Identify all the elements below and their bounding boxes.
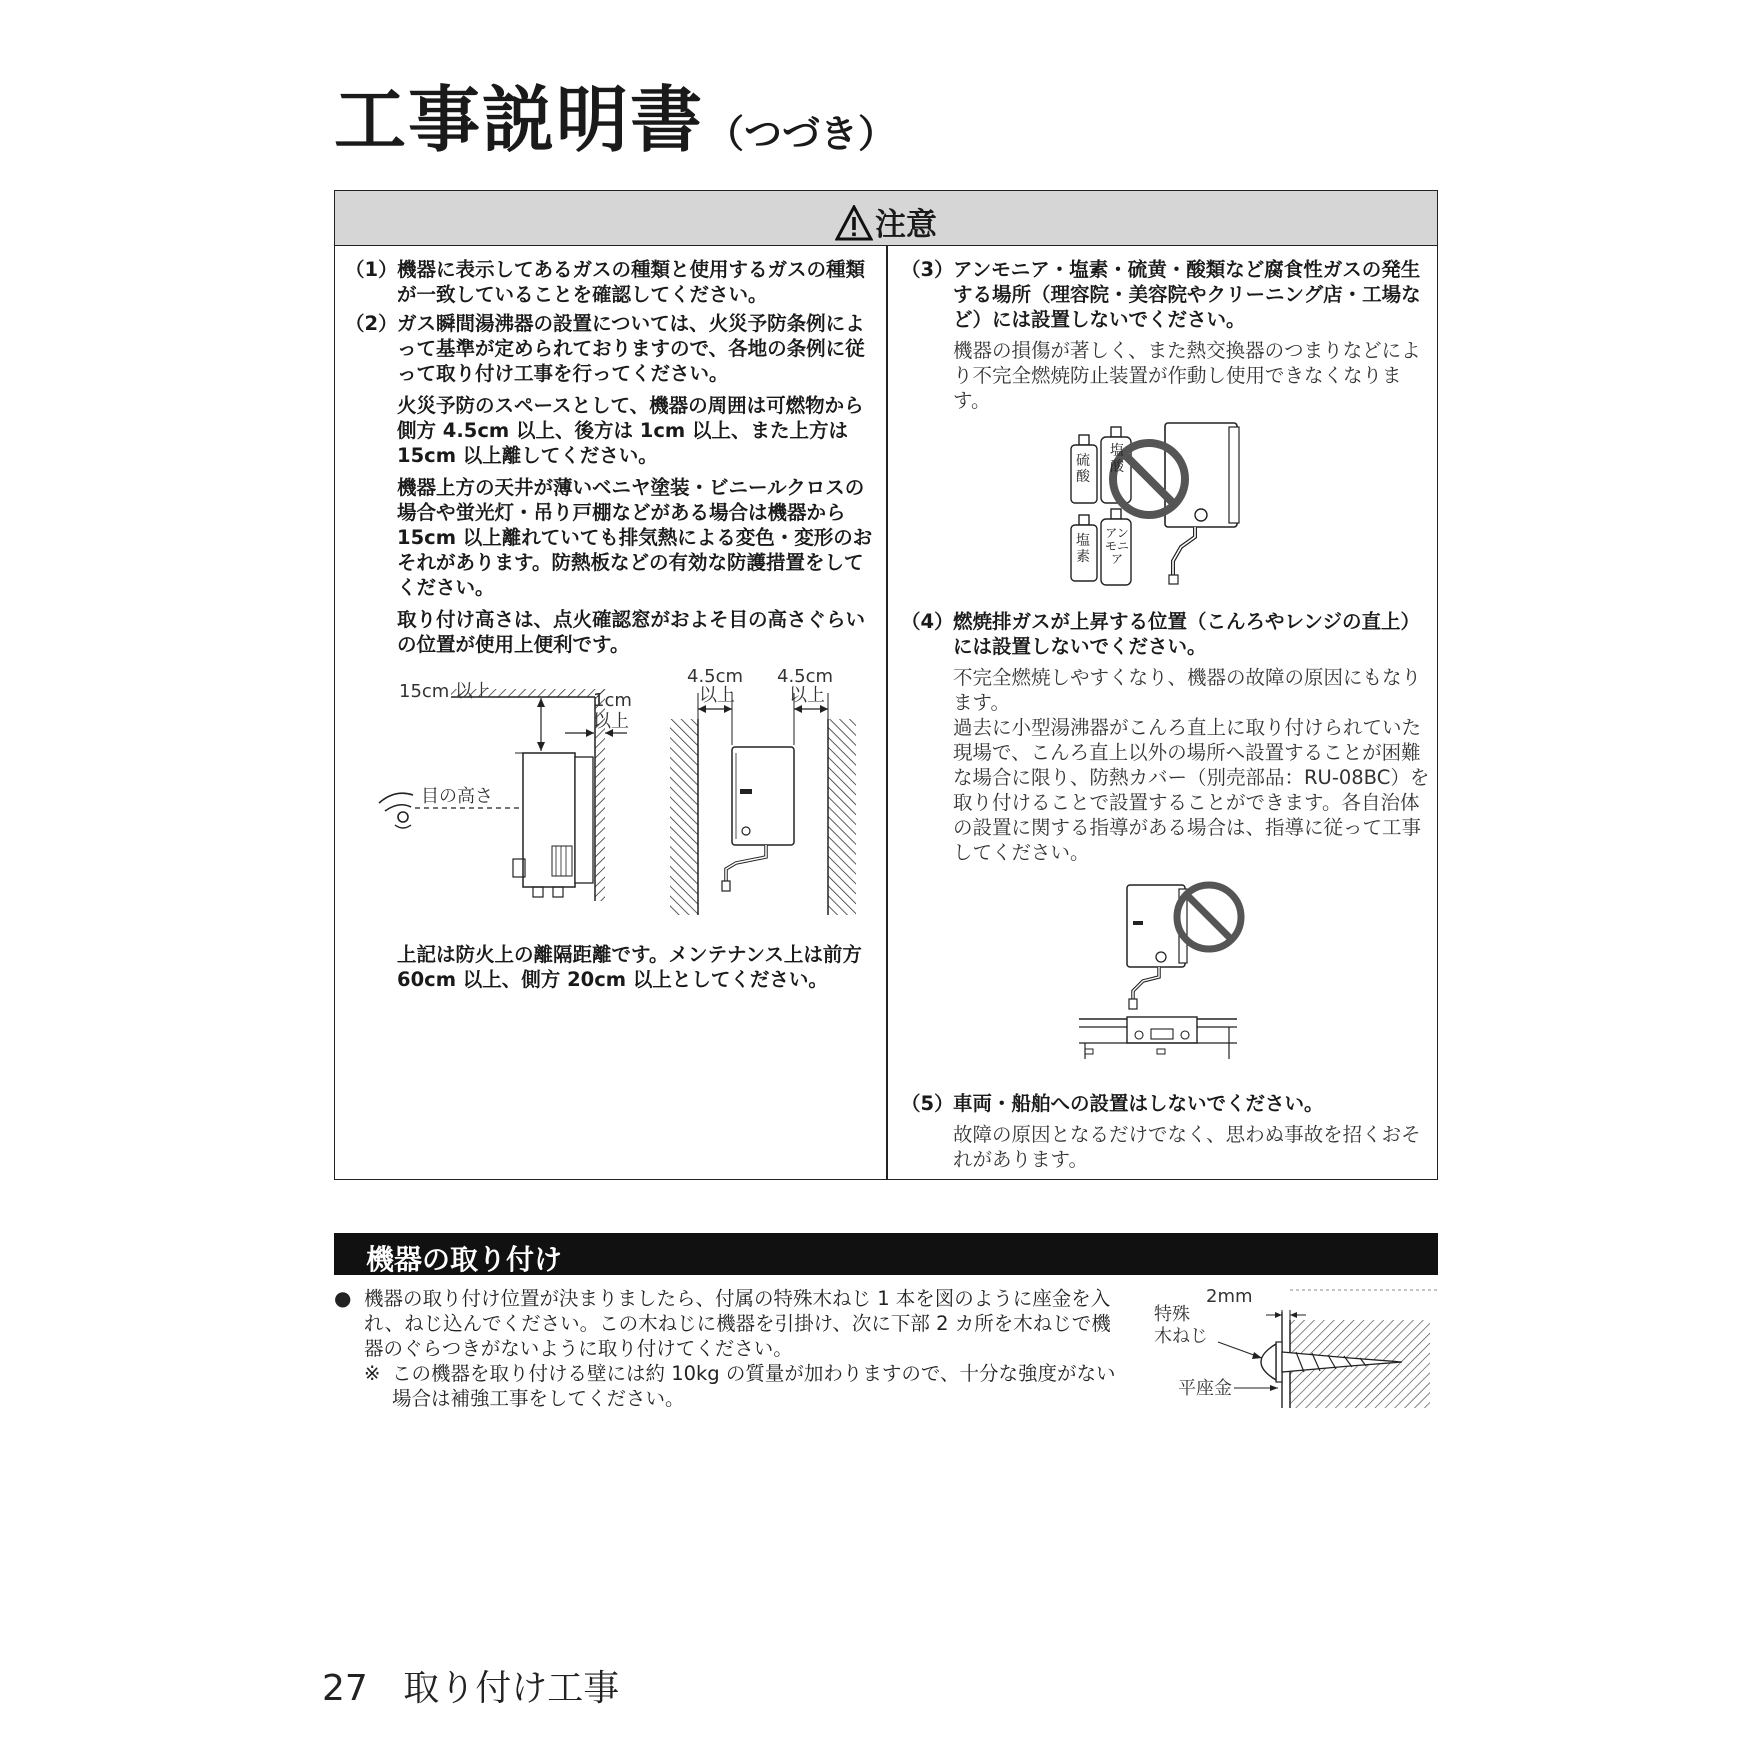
item-heading: アンモニア・塩素・硫黄・酸類など腐食性ガスの発生する場所（理容院・美容院やクリーニング店・工場など）には設置しないでください。 bbox=[953, 258, 1421, 331]
item-number: （5） bbox=[901, 1092, 954, 1115]
item-number: （2） bbox=[345, 312, 398, 335]
page-title: 工事説明書 bbox=[334, 78, 705, 162]
label-1cm-above: 以上 bbox=[593, 711, 629, 732]
label-eye-level: 目の高さ bbox=[421, 786, 493, 807]
item-heading: ガス瞬間湯沸器の設置については、火災予防条例によって基準が定められておりますので、各地の条例に従って取り付け工事を行ってください。 bbox=[397, 312, 865, 385]
footer-section: 取り付け工事 bbox=[403, 1668, 620, 1709]
item-heading: 車両・船舶への設置はしないでください。 bbox=[953, 1092, 1324, 1115]
caution-item-1 bbox=[345, 257, 875, 307]
caution-header bbox=[335, 191, 1437, 246]
mounting-text: 機器の取り付け位置が決まりましたら、付属の特殊木ねじ 1 本を図のように座金を入れ、ねじ込んでください。この木ねじに機器を引掛け、次に下部 2 カ所を木ねじで機器のぐらつきがないように取り付けてください。 bbox=[364, 1287, 1111, 1360]
label-45cm-right: 4.5cm bbox=[777, 666, 834, 687]
item-number: （1） bbox=[345, 258, 398, 281]
caution-title bbox=[335, 199, 1437, 244]
item-paragraph: 火災予防のスペースとして、機器の周囲は可燃物から側方 4.5cm 以上、後方は 1cm 以上、また上方は 15cm 以上離してください。 bbox=[397, 394, 864, 467]
label-45cm-left: 4.5cm bbox=[687, 666, 744, 687]
section-header-mounting bbox=[334, 1233, 1438, 1275]
item-number: （4） bbox=[901, 610, 954, 633]
label-2mm: 2mm bbox=[1206, 1286, 1253, 1307]
caution-box bbox=[334, 190, 1438, 1180]
label-special-screw: 特殊 bbox=[1154, 1304, 1190, 1325]
caution-item-5 bbox=[901, 1091, 1431, 1172]
bottle-label-sulfuric: 硫酸 bbox=[1076, 453, 1090, 485]
caution-item-2 bbox=[345, 311, 875, 657]
corrosive-gas-figure bbox=[1063, 419, 1303, 589]
page-number: 27 bbox=[322, 1668, 368, 1709]
label-1cm: 1cm bbox=[593, 690, 632, 711]
label-15cm: 15cm 以上 bbox=[399, 681, 492, 702]
bottle-label-hydrochloric: 塩酸 bbox=[1110, 443, 1124, 475]
bottle-label-chlorine: 塩素 bbox=[1076, 533, 1090, 565]
label-45cm-left-above: 以上 bbox=[699, 685, 735, 706]
item-paragraph: 機器上方の天井が薄いベニヤ塗装・ビニールクロスの場合や蛍光灯・吊り戸棚などがある場合は機器から 15cm 以上離れていても排気熱による変色・変形のおそれがあります。防熱板などの有効な防護措置をしてください。 bbox=[397, 476, 873, 599]
stove-figure bbox=[1077, 881, 1257, 1059]
page-subtitle: （つづき） bbox=[706, 112, 897, 156]
column-divider bbox=[886, 246, 888, 1179]
label-flat-washer: 平座金 bbox=[1178, 1378, 1232, 1399]
caution-item-4 bbox=[901, 609, 1431, 865]
note-mark: ※ bbox=[364, 1362, 381, 1385]
warning-triangle-icon bbox=[835, 205, 873, 241]
caution-title-text: 注意 bbox=[875, 207, 937, 243]
item-body: 過去に小型湯沸器がこんろ直上に取り付けられていた現場で、こんろ直上以外の場所へ設置することが困難な場合に限り、防熱カバー（別売部品：RU-08BC）を取り付けることで設置することができます。各自治体の設置に関する指導がある場合は、指導に従って工事してください。 bbox=[953, 716, 1430, 864]
item-heading: 機器に表示してあるガスの種類と使用するガスの種類が一致していることを確認してください。 bbox=[397, 258, 866, 306]
item-body: 故障の原因となるだけでなく、思わぬ事故を招くおそれがあります。 bbox=[953, 1123, 1421, 1171]
mounting-instructions bbox=[334, 1286, 1124, 1411]
bottle-label-ammonia: アンモニア bbox=[1105, 526, 1130, 566]
section-title: 機器の取り付け bbox=[366, 1243, 563, 1276]
note-text: この機器を取り付ける壁には約 10kg の質量が加わりますので、十分な強度がない場合は補強工事をしてください。 bbox=[392, 1362, 1116, 1410]
mounting-note bbox=[364, 1361, 1124, 1411]
item-number: （3） bbox=[901, 258, 954, 281]
label-45cm-right-above: 以上 bbox=[789, 685, 825, 706]
label-special-screw-2: 木ねじ bbox=[1154, 1326, 1208, 1347]
clearance-note: 上記は防火上の離隔距離です。メンテナンス上は前方 60cm 以上、側方 20cm 以上としてください。 bbox=[397, 943, 862, 991]
bullet: ● bbox=[334, 1286, 352, 1310]
caution-item-3 bbox=[901, 257, 1431, 413]
item-body: 不完全燃焼しやすくなり、機器の故障の原因にもなります。 bbox=[953, 666, 1422, 714]
item-paragraph: 取り付け高さは、点火確認窓がおよそ目の高さぐらいの位置が使用上便利です。 bbox=[397, 608, 866, 656]
item-body: 機器の損傷が著しく、また熱交換器のつまりなどにより不完全燃焼防止装置が作動し使用できなくなります。 bbox=[953, 339, 1421, 412]
page-footer bbox=[322, 1660, 619, 1711]
item-heading: 燃焼排ガスが上昇する位置（こんろやレンジの直上）には設置しないでください。 bbox=[953, 610, 1421, 658]
